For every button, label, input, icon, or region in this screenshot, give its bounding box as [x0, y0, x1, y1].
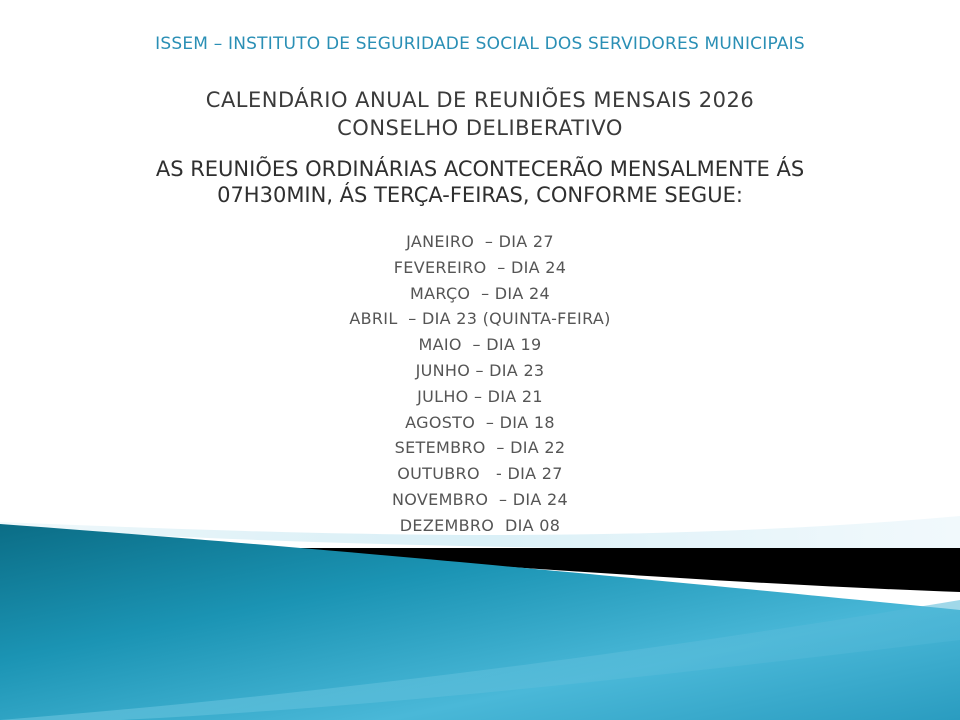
schedule-item-august: AGOSTO – DIA 18 [405, 412, 555, 432]
schedule-item-september: SETEMBRO – DIA 22 [394, 438, 566, 458]
schedule-item-october: OUTUBRO - DIA 27 [397, 464, 563, 484]
schedule-item-november: NOVEMBRO – DIA 24 [392, 489, 568, 509]
schedule-item-december: DEZEMBRO DIA 08 [399, 515, 561, 535]
schedule-item-february: FEVEREIRO – DIA 24 [393, 257, 567, 277]
schedule-item-march: MARÇO – DIA 24 [409, 283, 551, 303]
calendar-title: CALENDÁRIO ANUAL DE REUNIÕES MENSAIS 2026 [205, 88, 755, 112]
intro-line-2: 07H30MIN, ÁS TERÇA-FEIRAS, CONFORME SEGUE: [217, 183, 743, 207]
schedule-item-april: ABRIL – DIA 23 (QUINTA-FEIRA) [349, 309, 611, 329]
intro-line-1: AS REUNIÕES ORDINÁRIAS ACONTECERÃO MENSALMENTE ÁS [155, 157, 805, 181]
schedule-item-january: JANEIRO – DIA 27 [406, 232, 554, 251]
schedule-item-may: MAIO – DIA 19 [418, 335, 542, 355]
schedule-item-july: JULHO – DIA 21 [417, 386, 543, 406]
schedule-item-june: JUNHO – DIA 23 [415, 360, 545, 380]
organization-name: ISSEM – INSTITUTO DE SEGURIDADE SOCIAL DOS SERVIDORES MUNICIPAIS [155, 34, 805, 54]
council-subtitle: CONSELHO DELIBERATIVO [337, 116, 623, 140]
